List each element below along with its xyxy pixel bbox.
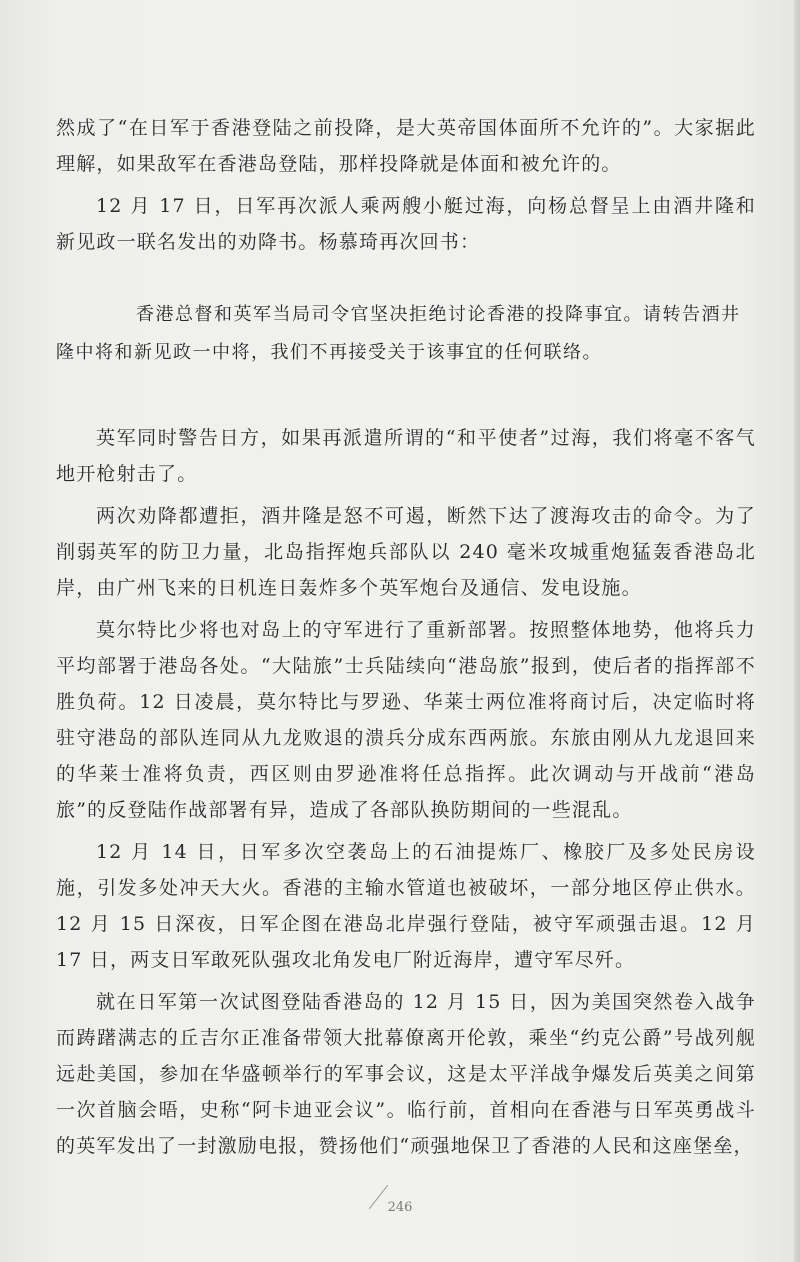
paragraph-churchill: 就在日军第一次试图登陆香港岛的 12 月 15 日，因为美国突然卷入战争而踌躇满志的丘吉尔正准备带领大批幕僚离开伦敦，乘坐“约克公爵”号战列舰远赴美国，参加在华盛顿举行的军事会议，这是太平洋战争爆发后英美之间第一次首脑会晤，史称“阿卡迪亚会议”。临行前，首相向在香港与日军英勇战斗的英军发出了一封激励电报，赞扬他们“顽强地保卫了香港的人民和这座堡垒， [56, 991, 756, 1157]
paragraph-air-raids: 12 月 14 日，日军多次空袭岛上的石油提炼厂、橡胶厂及多处民房设施，引发多处冲天大火。香港的主输水管道也被破坏，一部分地区停止供水。12 月 15 日深夜，日军企图在港岛北岸强行登陆，被守军顽强击退。12 月 17 日，两支日军敢死队强攻北角发电厂附近海岸，遭守军尽歼。 [56, 841, 756, 971]
paragraph-warning: 英军同时警告日方，如果再派遣所谓的“和平使者”过海，我们将毫不客气地开枪射击了。 [56, 427, 756, 485]
paragraph-dec17-letter: 12 月 17 日，日军再次派人乘两艘小艇过海，向杨总督呈上由酒井隆和新见政一联名发出的劝降书。杨慕琦再次回书： [56, 195, 756, 253]
page-edge-shadow [794, 0, 800, 1262]
page-number: 246 [387, 1200, 413, 1215]
paragraph-attack-order: 两次劝降都遭拒，酒井隆是怒不可遏，断然下达了渡海攻击的命令。为了削弱英军的防卫力量，北岛指挥炮兵部队以 240 毫米攻城重炮猛轰香港岛北岸，由广州飞来的日机连日轰炸多个英军炮台及通信、发电设施。 [56, 505, 756, 599]
paragraph-redeployment: 莫尔特比少将也对岛上的守军进行了重新部署。按照整体地势，他将兵力平均部署于港岛各处。“大陆旅”士兵陆续向“港岛旅”报到，使后者的指挥部不胜负荷。12 日凌晨，莫尔特比与罗逊、华莱士两位准将商讨后，决定临时将驻守港岛的部队连同从九龙败退的溃兵分成东西两旅。东旅由刚从九龙退回来的华莱士准将负责，西区则由罗逊准将任总指挥。此次调动与开战前“港岛旅”的反登陆作战部署有异，造成了各部队换防期间的一些混乱。 [56, 619, 756, 821]
quoted-reply: 香港总督和英军当局司令官坚决拒绝讨论香港的投降事宜。请转告酒井隆中将和新见政一中将，我们不再接受关于该事宜的任何联络。 [56, 304, 741, 363]
paragraph-continued: 然成了“在日军于香港登陆之前投降，是大英帝国体面所不允许的”。大家据此理解，如果敌军在香港岛登陆，那样投降就是体面和被允许的。 [56, 117, 756, 175]
body-text [56, 110, 756, 1164]
